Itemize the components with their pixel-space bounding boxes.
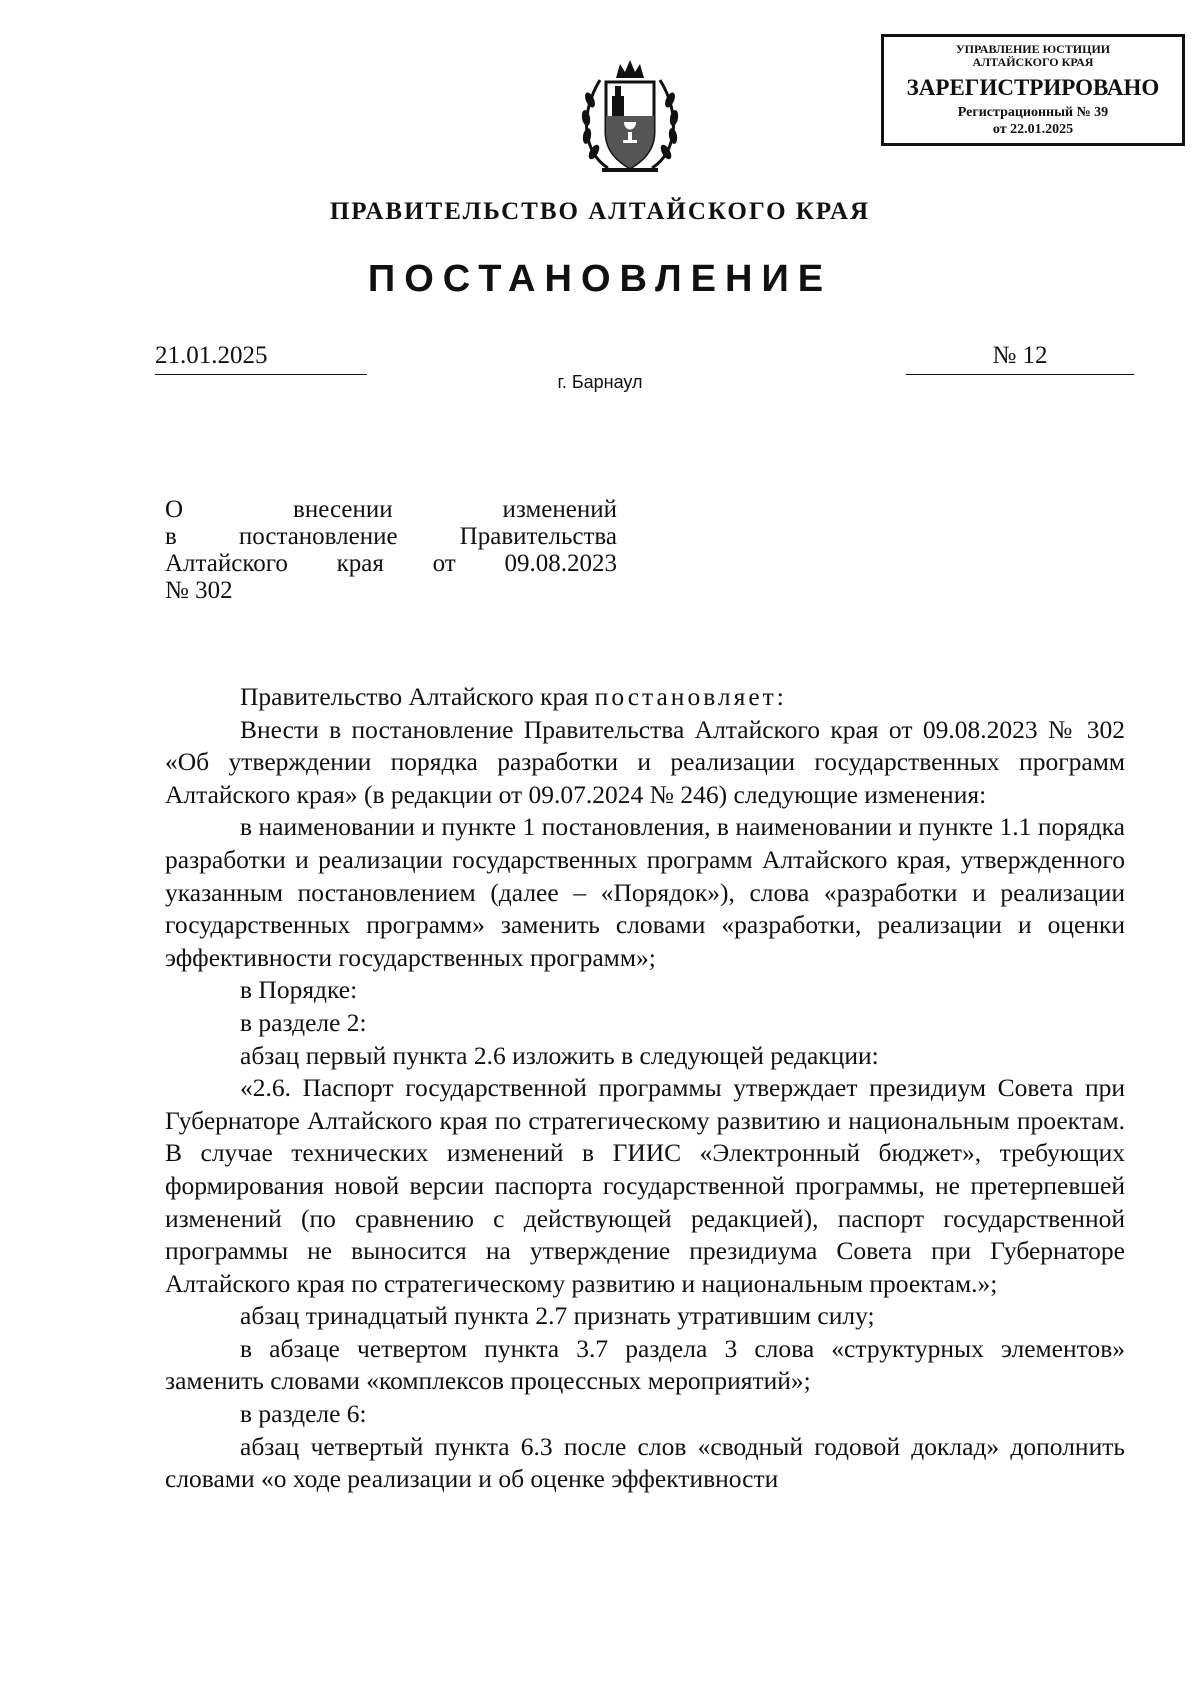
document-subject <box>165 496 617 604</box>
subject-line: № 302 <box>165 577 233 604</box>
preamble-text: Правительство Алтайского края <box>240 682 595 711</box>
body-paragraph: «2.6. Паспорт государственной программы утверждает президиум Совета при Губернаторе Алтайского края по стратегическому развитию и национальным проектам. В случае технических изменений в ГИИС «Электронный бюджет», требующих формирования новой версии паспорта государственной программы, не претерпевшей изменений (по сравнению с действующей редакцией), паспорт государственной программы не выносится на утверждение президиума Совета при Губернаторе Алтайского края по стратегическому развитию и национальным проектам.»; <box>165 1073 1125 1298</box>
document-type: ПОСТАНОВЛЕНИЕ <box>367 258 833 300</box>
body-paragraph: в наименовании и пункте 1 постановления, в наименовании и пункте 1.1 порядка разработки и реализации государственных программ Алтайского края, утвержденного указанным постановлением (далее – «Порядок»), слова «разработки и реализации государственных программ» заменить словами «разработки, реализации и оценки эффективности государственных программ»; <box>165 812 1125 972</box>
subject-line: О внесении изменений <box>165 496 617 523</box>
body-paragraph: в разделе 6: <box>240 1399 367 1429</box>
stamp-reg-number: Регистрационный № 39 <box>957 105 1109 120</box>
stamp-status: ЗАРЕГИСТРИРОВАНО <box>906 75 1160 100</box>
registration-stamp <box>881 34 1185 146</box>
subject-line: Алтайского края от 09.08.2023 <box>165 550 617 577</box>
document-body <box>165 681 1125 1496</box>
body-paragraph: Внести в постановление Правительства Алтайского края от 09.08.2023 № 302 «Об утверждении порядка разработки и реализации государственных программ Алтайского края» (в редакции от 09.07.2024 № 246) следующие изменения: <box>165 714 1125 809</box>
body-paragraph: в абзаце четвертом пункта 3.7 раздела 3 слова «структурных элементов» заменить словами «комплексов процессных мероприятий»; <box>165 1333 1125 1396</box>
government-title: ПРАВИТЕЛЬСТВО АЛТАЙСКОГО КРАЯ <box>329 198 871 225</box>
stamp-reg-date: от 22.01.2025 <box>992 122 1074 137</box>
stamp-line1: УПРАВЛЕНИЕ ЮСТИЦИИ <box>955 42 1111 56</box>
body-paragraph: в Порядке: <box>240 975 358 1005</box>
body-paragraph: абзац четвертый пункта 6.3 после слов «сводный годовой доклад» дополнить словами «о ходе реализации и об оценке эффективности <box>165 1431 1125 1494</box>
document-date: 21.01.2025 <box>155 342 367 375</box>
body-paragraph: абзац тринадцатый пункта 2.7 признать утратившим силу; <box>240 1301 875 1331</box>
document-number: № 12 <box>906 342 1134 375</box>
resolves-word: постановляет: <box>594 682 787 711</box>
body-paragraph: в разделе 2: <box>240 1007 367 1037</box>
stamp-line2: АЛТАЙСКОГО КРАЯ <box>972 55 1094 69</box>
body-paragraph <box>165 681 1125 714</box>
document-city: г. Барнаул <box>557 372 643 392</box>
coat-of-arms-icon <box>578 56 682 180</box>
subject-line: в постановление Правительства <box>165 523 617 550</box>
body-paragraph: абзац первый пункта 2.6 изложить в следующей редакции: <box>240 1040 879 1070</box>
